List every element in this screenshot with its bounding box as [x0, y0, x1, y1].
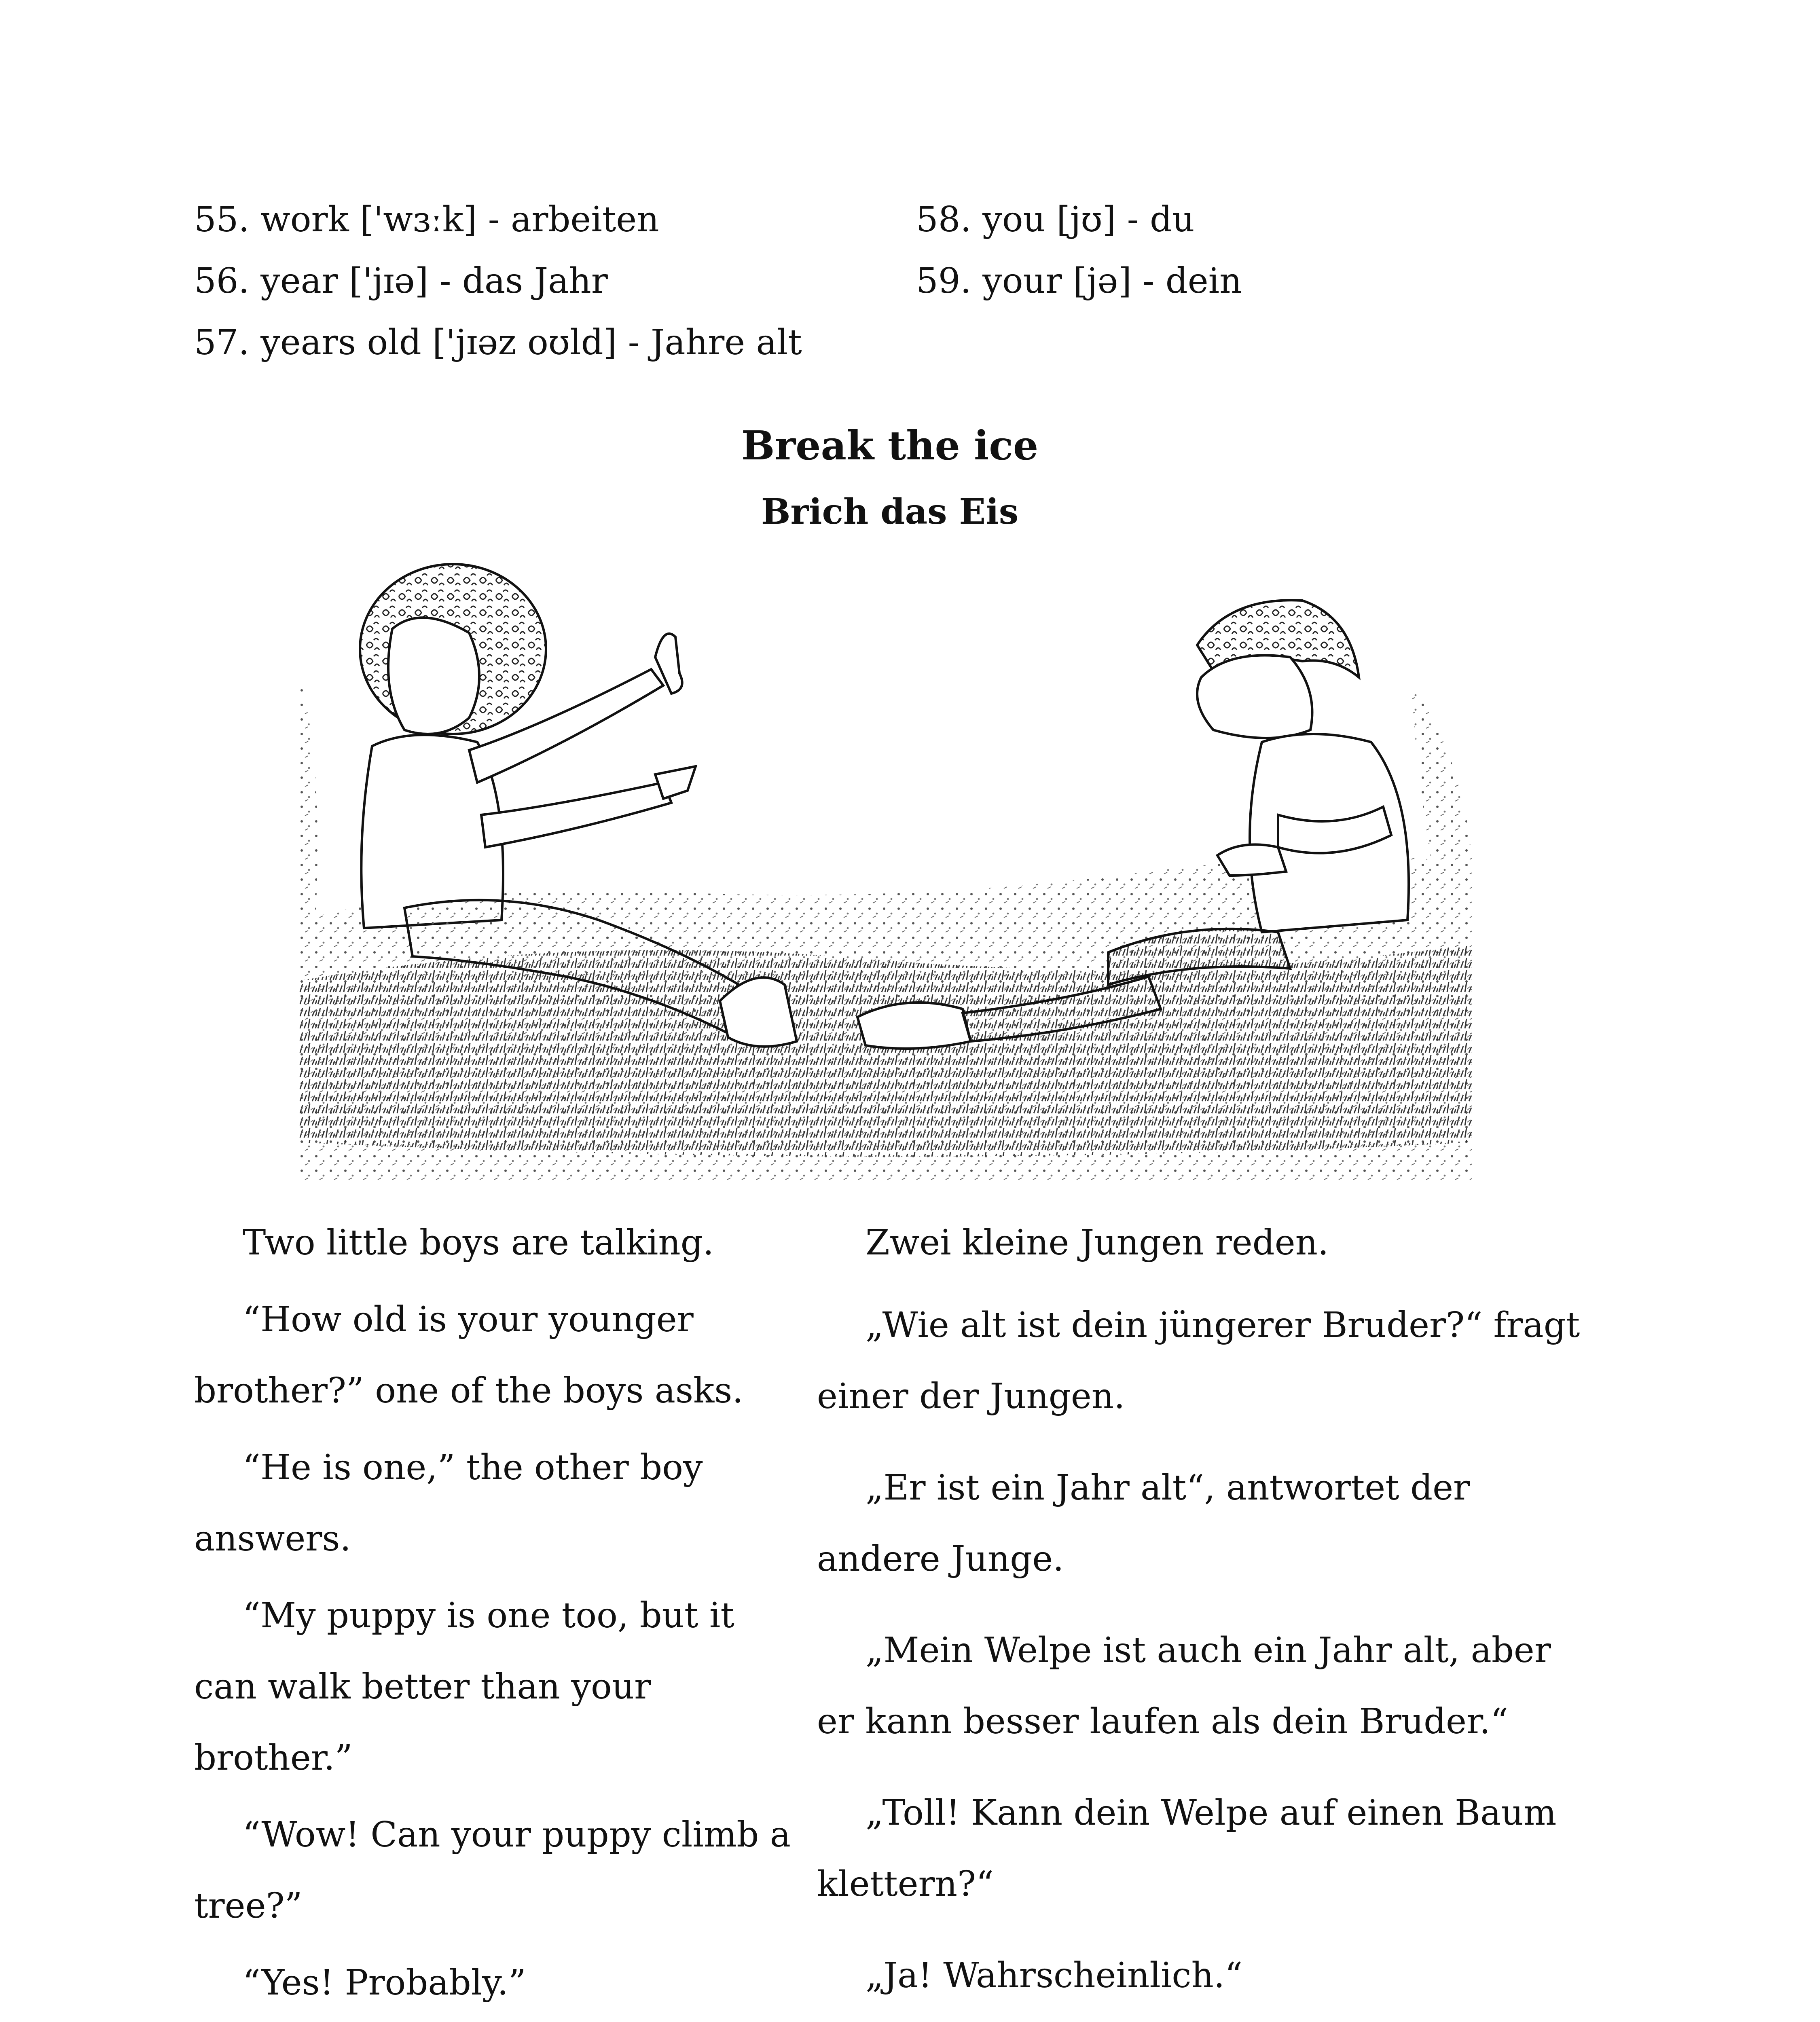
vocab-item-55: 55. work ['wɜːk] - arbeiten — [194, 199, 659, 240]
english-paragraph: “Wow! Can your puppy climb a tree?” — [194, 1815, 791, 1926]
english-paragraph: “He is one,” the other boy answers. — [194, 1447, 703, 1559]
german-paragraph: „Wie alt ist dein jüngerer Bruder?“ fragt einer der Jungen. — [817, 1305, 1580, 1417]
english-paragraph: Two little boys are talking. — [243, 1223, 714, 1263]
story-subtitle: Brich das Eis — [761, 491, 1019, 532]
german-text — [817, 1207, 1594, 2022]
english-paragraph: “My puppy is one too, but it can walk better than your brother.” — [194, 1595, 734, 1778]
vocab-item-58: 58. you [jʊ] - du — [916, 199, 1195, 240]
english-paragraph: “Yes! Probably.” — [243, 1963, 526, 2003]
story-title: Break the ice — [741, 423, 1039, 469]
german-paragraph: Zwei kleine Jungen reden. — [866, 1223, 1329, 1263]
vocab-item-56: 56. year ['jɪə] - das Jahr — [194, 261, 608, 301]
german-paragraph: „Ja! Wahrscheinlich.“ — [866, 1955, 1243, 1996]
illustration-two-boys-in-grass — [299, 556, 1472, 1183]
english-text — [194, 1207, 793, 2022]
vocab-item-57: 57. years old ['jɪəz oʊld] - Jahre alt — [194, 322, 802, 363]
german-paragraph: „Er ist ein Jahr alt“, antwortet der andere Junge. — [817, 1468, 1470, 1579]
german-paragraph: „Mein Welpe ist auch ein Jahr alt, aber er kann besser laufen als dein Bruder.“ — [817, 1630, 1551, 1742]
german-paragraph: „Toll! Kann dein Welpe auf einen Baum klettern?“ — [817, 1793, 1557, 1904]
vocab-item-59: 59. your [jə] - dein — [916, 261, 1242, 301]
english-paragraph: “How old is your younger brother?” one of the boys asks. — [194, 1299, 743, 1411]
